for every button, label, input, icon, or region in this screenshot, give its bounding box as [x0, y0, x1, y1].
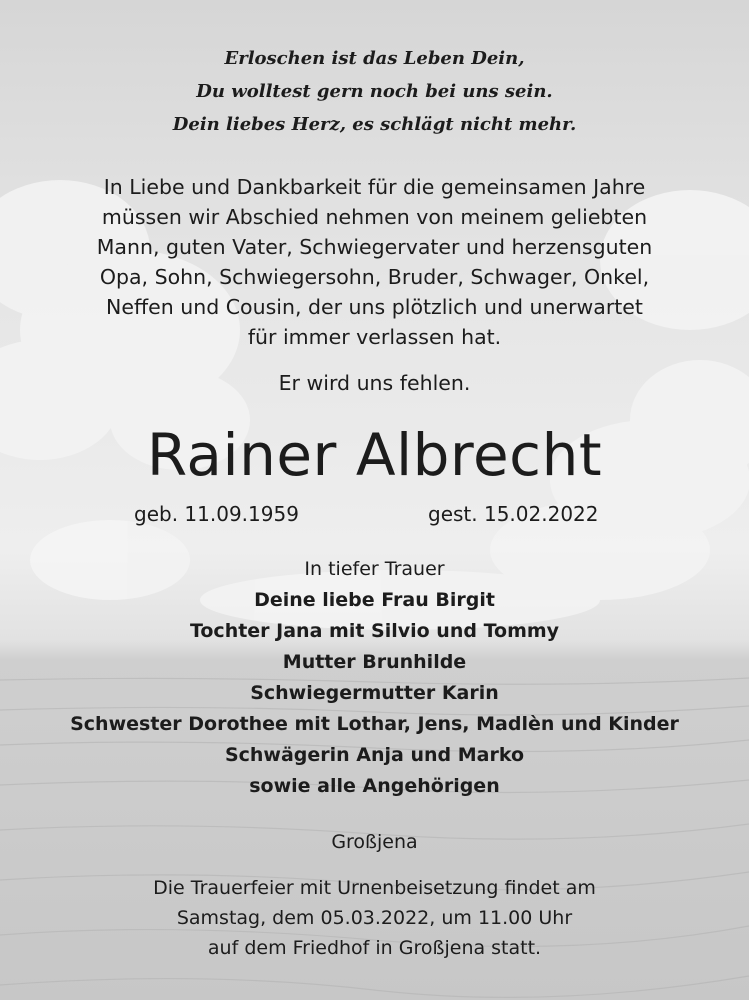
birth-date: geb. 11.09.1959	[134, 502, 299, 526]
location: Großjena	[331, 831, 418, 853]
miss-line: Er wird uns fehlen.	[278, 371, 471, 395]
intro-line: Neffen und Cousin, der uns plötzlich und unerwartet	[106, 295, 643, 319]
mourner-line: Schwiegermutter Karin	[250, 682, 499, 704]
poem-line: Erloschen ist das Leben Dein,	[224, 48, 525, 69]
funeral-line: Die Trauerfeier mit Urnenbeisetzung findet am	[153, 877, 596, 899]
deceased-name: Rainer Albrecht	[146, 421, 603, 489]
intro-line: Mann, guten Vater, Schwiegervater und herzensguten	[96, 235, 653, 259]
mourner-line: Tochter Jana mit Silvio und Tommy	[189, 620, 560, 642]
intro-line: Opa, Sohn, Schwiegersohn, Bruder, Schwager, Onkel,	[99, 265, 650, 289]
mourner-line: Mutter Brunhilde	[282, 651, 467, 673]
mourner-line: Schwester Dorothee mit Lothar, Jens, Madlèn und Kinder	[70, 713, 679, 735]
mourner-line: Schwägerin Anja und Marko	[224, 744, 525, 766]
poem-line: Dein liebes Herz, es schlägt nicht mehr.	[172, 114, 577, 135]
mourning-intro: In tiefer Trauer	[304, 558, 445, 580]
intro-line: müssen wir Abschied nehmen von meinem geliebten	[101, 205, 648, 229]
death-date: gest. 15.02.2022	[428, 502, 599, 526]
funeral-line: Samstag, dem 05.03.2022, um 11.00 Uhr	[176, 907, 573, 929]
funeral-line: auf dem Friedhof in Großjena statt.	[207, 937, 542, 959]
intro-line: In Liebe und Dankbarkeit für die gemeinsamen Jahre	[103, 175, 646, 199]
intro-line: für immer verlassen hat.	[247, 325, 502, 349]
mourner-line: Deine liebe Frau Birgit	[254, 589, 495, 611]
poem-line: Du wolltest gern noch bei uns sein.	[196, 81, 553, 102]
mourner-line: sowie alle Angehörigen	[249, 775, 500, 797]
